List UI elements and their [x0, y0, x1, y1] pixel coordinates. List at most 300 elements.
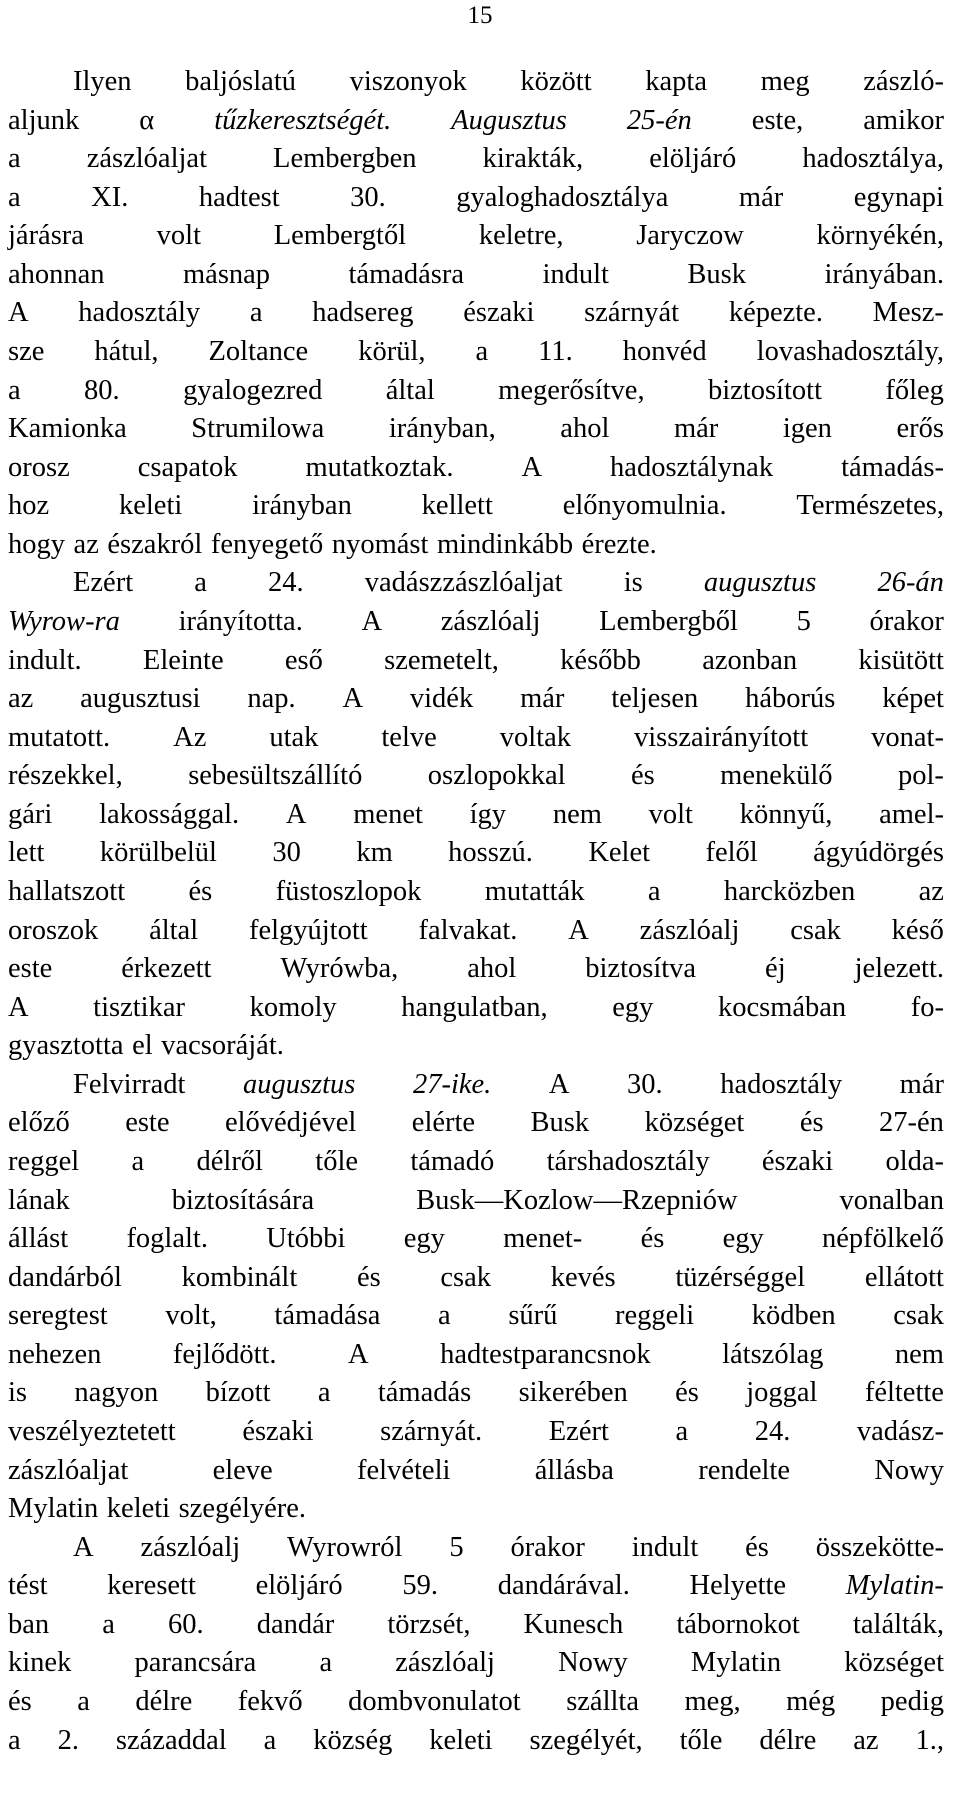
word: lakossággal. [99, 798, 240, 830]
text-line [8, 603, 944, 641]
word: támadás [377, 1377, 472, 1409]
word: veszélyeztetett [8, 1415, 176, 1447]
word: felgyújtott [248, 914, 368, 946]
word: és [188, 875, 213, 907]
word: Busk—Kozlow—Rzepniów [416, 1184, 738, 1216]
word: keleti [118, 490, 183, 522]
word: és [630, 760, 655, 792]
word: támadásra [348, 258, 465, 290]
word: Busk [530, 1107, 590, 1139]
word: zászlóaljat [8, 1454, 129, 1486]
word: vacsoráját. [161, 1030, 284, 1062]
word: és [799, 1107, 824, 1139]
word: hoz [8, 490, 50, 522]
text-line [73, 1066, 944, 1104]
word: km [356, 837, 393, 869]
word: hadtestparancsnok [440, 1338, 651, 1370]
word: zászló- [863, 66, 944, 97]
word: északi [761, 1145, 834, 1177]
text-line [8, 834, 944, 872]
word: község [313, 1724, 393, 1756]
word: el [132, 1030, 153, 1062]
word: látszólag [722, 1338, 824, 1370]
word: másnap [183, 258, 271, 290]
word: 11. [538, 335, 573, 367]
word: kirakták, [482, 143, 584, 175]
word: elöljáró [255, 1570, 343, 1602]
word: A [568, 914, 589, 946]
word: pol- [898, 760, 944, 792]
word: Utóbbi [266, 1223, 346, 1255]
word: 30 [272, 837, 301, 869]
word: hadsereg [312, 297, 414, 329]
word: 5 [449, 1531, 464, 1563]
text-line [8, 256, 944, 294]
word: tisztikar [93, 991, 185, 1023]
word: csak [440, 1261, 492, 1293]
word: hadosztály [720, 1068, 843, 1100]
word: a [131, 1145, 145, 1177]
word: a [249, 297, 263, 329]
word: által [385, 374, 435, 406]
word: nem [552, 798, 602, 830]
word: seregtest [8, 1300, 108, 1332]
word: komoly [249, 991, 337, 1023]
word: elérte [411, 1107, 476, 1139]
text-line [8, 1683, 944, 1721]
word: vonat- [871, 721, 944, 753]
word: képezte. [728, 297, 823, 329]
word: az [8, 683, 34, 715]
word: tőle [679, 1724, 723, 1756]
text-line [8, 102, 944, 140]
word: indult. [8, 644, 82, 676]
word: keleti [106, 1493, 171, 1525]
word: irányban, [388, 413, 496, 445]
word: sikerében [518, 1377, 628, 1409]
text-line [8, 487, 944, 525]
word: biztosítva [585, 953, 697, 985]
text-line [73, 564, 944, 602]
word: szegélyére. [178, 1493, 307, 1525]
word: Augusztus [451, 104, 567, 136]
word: a [194, 567, 207, 599]
word: amel- [879, 798, 944, 830]
text-line [8, 1143, 944, 1181]
text-line [8, 217, 944, 255]
word: pedig [880, 1685, 944, 1717]
word: északi [242, 1415, 314, 1447]
word: kisütött [858, 644, 944, 676]
word: a [319, 1647, 333, 1679]
word: háborús [745, 683, 836, 715]
word: ágyúdörgés [813, 837, 944, 869]
word: indult [542, 258, 609, 290]
word: meg, [684, 1685, 741, 1717]
word: féltette [864, 1377, 944, 1409]
word: hadtest [198, 181, 280, 213]
text-line [8, 1606, 944, 1644]
word: parancsára [134, 1647, 257, 1679]
word: fo- [910, 991, 944, 1023]
word: falvakat. [418, 914, 518, 946]
word: A [8, 297, 29, 329]
word: vadászzászlóaljat [364, 567, 563, 599]
word: előnyomulnia. [562, 490, 727, 522]
word: sze [8, 335, 45, 367]
word: 27-én [879, 1107, 944, 1139]
word: Wyrow-ra [8, 605, 120, 637]
word: a [475, 335, 489, 367]
word: honvéd [622, 335, 707, 367]
word: összeköttе- [815, 1531, 944, 1563]
word: Lembergben [273, 143, 417, 175]
word: már [673, 413, 719, 445]
word: könnyű, [739, 798, 833, 830]
word: nem [894, 1338, 944, 1370]
word: aljunk [8, 104, 80, 136]
word: találták, [852, 1608, 944, 1640]
word: keresett [107, 1570, 196, 1602]
text-line [8, 449, 944, 487]
word: A [285, 798, 307, 830]
word: gári [8, 798, 53, 830]
word: kocsmában [717, 991, 847, 1023]
word: A [548, 1068, 570, 1100]
word: népfölkelő [822, 1223, 944, 1255]
word: kevés [550, 1261, 616, 1293]
word: ban [8, 1608, 50, 1640]
text-line [8, 1220, 944, 1258]
text-line [73, 1529, 944, 1567]
word: társhadosztály [546, 1145, 710, 1177]
word: indult [631, 1531, 699, 1563]
word: a [263, 1724, 277, 1756]
word: Ezért [548, 1415, 609, 1447]
word: hogy [8, 528, 65, 560]
word: előző [8, 1107, 70, 1139]
word: zászlóalj [140, 1531, 241, 1563]
word: bízott [205, 1377, 271, 1409]
word: egy [403, 1223, 445, 1255]
word: a [675, 1415, 689, 1447]
word: biztosított [707, 374, 822, 406]
word: reggeli [615, 1300, 695, 1332]
text-line [8, 1644, 944, 1682]
word: járásra [8, 220, 84, 252]
word: rendelte [698, 1454, 790, 1486]
word: hosszú. [448, 837, 533, 869]
word: utak [269, 721, 319, 753]
word: csak [893, 1300, 944, 1332]
word: lovashadosztály, [756, 335, 944, 367]
word: lett [8, 837, 45, 869]
word: környékén, [816, 220, 944, 252]
word: azonban [702, 644, 798, 676]
text-line [8, 1182, 944, 1220]
text-line [8, 796, 944, 834]
word: füstoszlopok [275, 875, 422, 907]
word: csapatok [137, 451, 238, 483]
word: nap. [247, 683, 296, 715]
word: A [342, 683, 364, 715]
word: szállta [566, 1685, 639, 1717]
word: Lembergből [599, 605, 738, 637]
word: délről [196, 1145, 263, 1177]
word: irányította. [178, 605, 303, 637]
word: és [675, 1377, 699, 1409]
word: este [125, 1107, 170, 1139]
text-line [8, 1297, 944, 1335]
word: fejlődött. [172, 1338, 277, 1370]
word: gyasztotta [8, 1030, 124, 1062]
word: menet- [503, 1223, 583, 1255]
word: Mylatin [690, 1647, 782, 1679]
word: irányban [252, 490, 352, 522]
word: lának [8, 1184, 70, 1216]
text-line [8, 642, 944, 680]
word: a [8, 181, 21, 213]
word: délre [135, 1685, 193, 1717]
word: menet [353, 798, 423, 830]
word: Felvirradt [73, 1068, 186, 1100]
word: szemetelt, [384, 644, 499, 676]
word: hangulatban, [401, 991, 548, 1023]
word: Eleinte [142, 644, 224, 676]
word: oroszok [8, 914, 99, 946]
word: vidék [409, 683, 474, 715]
word: 26-án [877, 567, 944, 599]
word: képet [882, 683, 944, 715]
word: elővédjével [224, 1107, 357, 1139]
word: A [521, 451, 543, 483]
word: Helyette [689, 1570, 787, 1602]
word: főleg [885, 374, 944, 406]
word: 27-ike. [412, 1068, 492, 1100]
word: dandár [256, 1608, 335, 1640]
word: kinek [8, 1647, 72, 1679]
word: reggel [8, 1145, 80, 1177]
word: is [623, 567, 643, 599]
word: szárnyát [584, 297, 680, 329]
word: a [102, 1608, 115, 1640]
text-line [8, 1336, 944, 1374]
word: vonalban [839, 1184, 944, 1216]
word: tábornokot [676, 1608, 800, 1640]
word: nagyon [74, 1377, 159, 1409]
word: községet [844, 1647, 944, 1679]
word: jelezett. [854, 953, 944, 985]
word: az [918, 875, 944, 907]
word: 30. [350, 181, 386, 213]
word: dombvonulatot [348, 1685, 521, 1717]
word: és [640, 1223, 665, 1255]
word: oszlopokkal [427, 760, 566, 792]
word: volt [648, 798, 693, 830]
text-line [8, 526, 944, 564]
word: nyomást [331, 528, 429, 560]
word: mindinkább [436, 528, 574, 560]
word: biztosítására [171, 1184, 315, 1216]
word: kapta [645, 66, 707, 97]
word: századdal [115, 1724, 227, 1756]
word: α [139, 104, 155, 136]
word: a [8, 143, 21, 175]
word: zászlóalj [639, 914, 740, 946]
word: igen [782, 413, 832, 445]
text-line [8, 1452, 944, 1490]
word: szárnyát. [380, 1415, 483, 1447]
word: Mesz- [872, 297, 944, 329]
text-line [8, 333, 944, 371]
text-line [8, 757, 944, 795]
word: Ilyen [73, 66, 132, 97]
word: állást [8, 1223, 69, 1255]
text-line [8, 1027, 944, 1065]
word: egy [722, 1223, 764, 1255]
word: viszonyok [349, 66, 467, 97]
word: 24. [268, 567, 304, 599]
word: ellátott [864, 1261, 944, 1293]
word: eleve [212, 1454, 273, 1486]
word: még [786, 1685, 836, 1717]
word: volt [156, 220, 201, 252]
word: körül, [358, 335, 426, 367]
word: ahol [467, 953, 517, 985]
text-line [8, 1490, 944, 1528]
text-line [8, 1259, 944, 1297]
word: A [348, 1338, 369, 1370]
word: zászlóalj [440, 605, 541, 637]
text-line [8, 1104, 944, 1142]
word: hadosztálya, [802, 143, 944, 175]
word: délre [759, 1724, 817, 1756]
page-number: 15 [467, 2, 493, 29]
word: 24. [754, 1415, 791, 1447]
word: 25-én [626, 104, 692, 136]
word: Kelet [588, 837, 651, 869]
word: törzsét, [387, 1608, 471, 1640]
word: volt, [165, 1300, 217, 1332]
word: sebesültszállító [188, 760, 363, 792]
word: órakor [869, 605, 944, 637]
word: egynapi [853, 181, 944, 213]
text-line [8, 1374, 944, 1412]
text-line [8, 179, 944, 217]
text-line [8, 719, 944, 757]
word: tést [8, 1570, 48, 1602]
word: voltak [499, 721, 572, 753]
word: 30. [627, 1068, 663, 1100]
text-line [8, 873, 944, 911]
word: kombinált [181, 1261, 298, 1293]
word: 5 [796, 605, 811, 637]
word: menekülő [720, 760, 833, 792]
word: eső [284, 644, 323, 676]
word: foglalt. [126, 1223, 208, 1255]
word: részekkel, [8, 760, 123, 792]
word: mutatkoztak. [305, 451, 454, 483]
word: orosz [8, 451, 70, 483]
word: északi [463, 297, 535, 329]
word: elöljáró [649, 143, 737, 175]
word: augusztus [242, 1068, 356, 1100]
word: ahol [560, 413, 610, 445]
word: Ezért [73, 567, 134, 599]
word: 59. [402, 1570, 438, 1602]
word: A [361, 605, 383, 637]
text-line [8, 140, 944, 178]
word: Zoltance [208, 335, 309, 367]
word: a [8, 1724, 21, 1756]
word: egy [612, 991, 654, 1023]
word: Kunesch [523, 1608, 624, 1640]
word: erős [896, 413, 944, 445]
word: késő [891, 914, 944, 946]
word: visszairányított [634, 721, 809, 753]
word: zászlóalj [395, 1647, 495, 1679]
word: Wyrowról [287, 1531, 403, 1563]
word: éj [765, 953, 786, 985]
word: irányában. [824, 258, 944, 290]
word: csak [790, 914, 841, 946]
word: így [469, 798, 507, 830]
word: támadás- [841, 451, 944, 483]
word: Strumilowa [191, 413, 325, 445]
word: mutatott. [8, 721, 111, 753]
word: este [8, 953, 53, 985]
word: este, [751, 104, 804, 136]
word: már [899, 1068, 944, 1100]
text-line [8, 680, 944, 718]
word: kellett [421, 490, 493, 522]
word: Jaryczow [636, 220, 744, 252]
word: az [73, 528, 99, 560]
word: szegélyét, [529, 1724, 643, 1756]
word: Mylatin [8, 1493, 99, 1525]
word: északról [107, 528, 203, 560]
word: fekvő [237, 1685, 303, 1717]
word: hátul, [94, 335, 159, 367]
word: tőle [315, 1145, 359, 1177]
word: már [520, 683, 565, 715]
word: megerősítve, [498, 374, 645, 406]
word: A [8, 991, 29, 1023]
word: érezte. [581, 528, 657, 560]
text-line [73, 63, 944, 101]
word: augusztus [703, 567, 817, 599]
word: keletre, [478, 220, 564, 252]
word: nehezen [8, 1338, 102, 1370]
text-line [8, 1722, 944, 1760]
text-line [8, 989, 944, 1027]
word: később [560, 644, 641, 676]
word: a [77, 1685, 90, 1717]
word: Nowy [558, 1647, 628, 1679]
text-line [8, 372, 944, 410]
word: Wyrówba, [280, 953, 399, 985]
word: meg [760, 66, 810, 97]
word: fenyegető [210, 528, 324, 560]
word: baljóslatú [185, 66, 296, 97]
word: hadosztály [78, 297, 201, 329]
word: joggal [746, 1377, 818, 1409]
word: olda- [885, 1145, 944, 1177]
word: és [745, 1531, 769, 1563]
word: telve [381, 721, 437, 753]
word: a [317, 1377, 331, 1409]
word: ködben [751, 1300, 836, 1332]
